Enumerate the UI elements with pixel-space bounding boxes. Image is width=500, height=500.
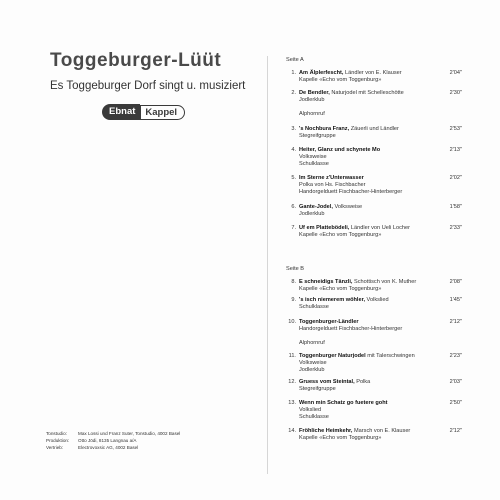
- track-title: 's isch niemerem wöhler,: [299, 297, 365, 303]
- track-details: [299, 90, 462, 104]
- track-performer: Jodlerklub: [299, 367, 325, 374]
- album-title: Toggeburger-Lüüt: [50, 50, 222, 71]
- track-number: 10.: [288, 319, 296, 325]
- track-duration: 1'58": [449, 204, 462, 210]
- track-title: Fröhliche Heimkehr,: [299, 428, 353, 434]
- credit-label: Vertrieb:: [46, 445, 64, 451]
- credit-row: [46, 430, 180, 437]
- track-duration: 2'53": [449, 126, 462, 132]
- track-number: 3.: [291, 126, 296, 132]
- track-details: [299, 353, 462, 375]
- track-duration: 2'03": [449, 379, 462, 385]
- track-info: Zäuerli und Ländler: [349, 126, 399, 132]
- track-performer: Volksweise: [299, 360, 327, 367]
- track-performer: Schulklasse: [299, 414, 329, 421]
- track-performer: Kapelle «Echo vom Toggenburg»: [299, 435, 382, 442]
- track-title: De Bendler,: [299, 90, 330, 96]
- track-details: [299, 428, 462, 442]
- track-details: [299, 400, 462, 422]
- track-performer: Stegreifgruppe: [299, 386, 336, 393]
- album-subtitle: Es Toggeburger Dorf singt u. musiziert: [50, 80, 246, 92]
- track-performer: Stegreifgruppe: [299, 133, 336, 140]
- track-title: E schneidigs Tänzli,: [299, 279, 353, 285]
- track-details: [299, 70, 462, 84]
- credit-value: Electrovoxsic AG, 4002 Basel: [78, 445, 139, 451]
- track-performer: Kapelle «Echo vom Toggenburg»: [299, 286, 382, 293]
- track-performer: Volksweise: [299, 154, 327, 161]
- track-number: 6.: [291, 204, 296, 210]
- track-duration: 2'04": [449, 70, 462, 76]
- track-title: Uf em Plattebödeli,: [299, 225, 350, 231]
- track-number: 13.: [288, 400, 296, 406]
- track-details: [299, 126, 462, 140]
- logo-part-kappel: Kappel: [140, 105, 185, 120]
- credit-value: Max Lossi und Franz Suter, Tonstudio, 4002 Basel: [78, 431, 181, 436]
- logo-part-ebnat: Ebnat: [102, 104, 140, 120]
- track-title: Im Sterne z'Unterwasser: [299, 175, 364, 181]
- track-title: Gante-Jodel,: [299, 204, 333, 210]
- track-duration: 2'08": [449, 279, 462, 285]
- track-details: [299, 279, 462, 293]
- track-number: 4.: [291, 147, 296, 153]
- production-credits: [46, 430, 180, 452]
- credit-value: Otto Jödi, 8135 Langnau a/A: [78, 438, 137, 444]
- side-a-label: Seite A: [286, 57, 304, 63]
- track-duration: 2'30": [449, 90, 462, 96]
- track-duration: 1'45": [449, 297, 462, 303]
- track-performer: Schulklasse: [299, 161, 329, 168]
- track-duration: 2'12": [449, 428, 462, 434]
- track-info: Polka: [354, 379, 371, 385]
- credit-row: [46, 437, 180, 444]
- track-duration: 2'33": [449, 225, 462, 231]
- track-performer: Handorgelduett Fischbacher-Hinterberger: [299, 326, 403, 333]
- track-info: Ländler von Ueli Locher: [349, 225, 410, 231]
- track-number: 7.: [291, 225, 296, 231]
- track-title: Heiter, Glanz und schynete Mo: [299, 147, 381, 153]
- track-info: Ländler von E. Klauser: [343, 70, 402, 76]
- track-details: [299, 147, 462, 169]
- track-details: [299, 297, 462, 311]
- track-number: 8.: [291, 279, 296, 285]
- column-divider: [267, 56, 268, 474]
- track-title: Toggenburger Naturjodel: [299, 353, 366, 359]
- track-title: Gruess vom Steintal,: [299, 379, 355, 385]
- track-performer: Jodlerklub: [299, 97, 325, 104]
- track-details: [299, 204, 462, 218]
- credit-label: Tonstudio:: [46, 431, 67, 436]
- track-info: Schottisch von K. Muther: [352, 279, 417, 285]
- track-title: Am Älplerfescht,: [299, 70, 344, 76]
- track-info: Volkslied: [365, 297, 389, 303]
- credit-row: [46, 444, 180, 451]
- track-number: 2.: [291, 90, 296, 96]
- track-number: 12.: [288, 379, 296, 385]
- track-performer: Jodlerklub: [299, 211, 325, 218]
- track-title: 's Nochbura Franz,: [299, 126, 350, 132]
- track-info: Marsch von E. Klauser: [352, 428, 411, 434]
- side-b-label: Seite B: [286, 266, 305, 272]
- track-performer: Volkslied: [299, 407, 322, 414]
- track-details: [299, 379, 462, 393]
- track-title: Wenn min Schatz go fuetere goht: [299, 400, 388, 406]
- track-performer: Kapelle «Echo vom Toggenburg»: [299, 232, 382, 239]
- track-title: Toggenburger-Ländler: [299, 319, 359, 325]
- track-info: mit Talerschwingen: [365, 353, 415, 359]
- track-duration: 2'12": [449, 319, 462, 325]
- track-performer: Schulklasse: [299, 304, 329, 311]
- track-number: 14.: [288, 428, 296, 434]
- ebnat-kappel-logo: [102, 104, 185, 120]
- credit-label: Produktion:: [46, 438, 70, 444]
- track-performer: Kapelle «Echo vom Toggenburg»: [299, 77, 382, 84]
- track-duration: 2'13": [449, 147, 462, 153]
- alphornruf-interlude: Alphornruf: [299, 340, 325, 346]
- track-info: Volksweise: [332, 204, 363, 210]
- track-number: 1.: [291, 70, 296, 76]
- track-duration: 2'50": [449, 400, 462, 406]
- track-info: Naturjodel mit Schelleschötte: [329, 90, 404, 96]
- track-details: [299, 225, 462, 239]
- track-details: [299, 175, 462, 197]
- track-details: [299, 319, 462, 333]
- track-duration: 2'23": [449, 353, 462, 359]
- track-number: 11.: [288, 353, 296, 359]
- track-number: 5.: [291, 175, 296, 181]
- track-performer: Handorgelduett Fischbacher-Hinterberger: [299, 189, 403, 196]
- track-duration: 2'02": [449, 175, 462, 181]
- track-performer: Polka von Hs. Fischbacher: [299, 182, 366, 189]
- track-number: 9.: [291, 297, 296, 303]
- alphornruf-interlude: Alphornruf: [299, 111, 325, 117]
